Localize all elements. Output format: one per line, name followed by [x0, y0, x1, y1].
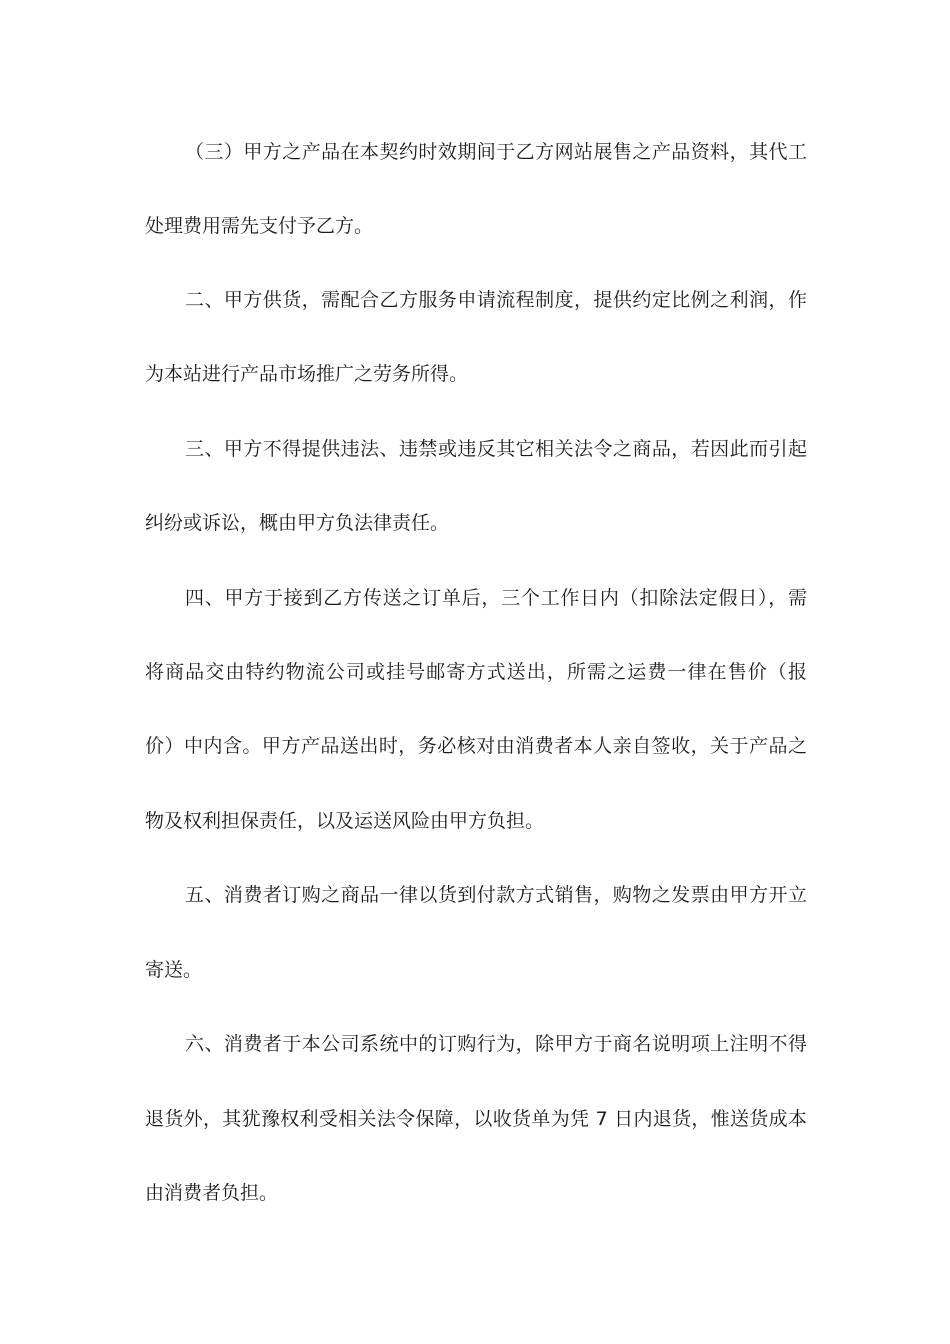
clause-6-line-1: 六、消费者于本公司系统中的订购行为，除甲方于商名说明项上注明不得 — [185, 1033, 807, 1055]
paragraph-3-line-2: 处理费用需先支付予乙方。 — [145, 215, 374, 237]
clause-4-line-4: 物及权利担保责任，以及运送风险由甲方负担。 — [145, 810, 545, 832]
clause-6-line-2: 退货外，其犹豫权利受相关法令保障，以收货单为凭 7 日内退货，惟送货成本 — [145, 1108, 807, 1130]
clause-3-line-1: 三、甲方不得提供违法、违禁或违反其它相关法令之商品，若因此而引起 — [185, 438, 807, 460]
clause-3-line-2: 纠纷或诉讼，概由甲方负法律责任。 — [145, 512, 450, 534]
clause-6-line-3: 由消费者负担。 — [145, 1182, 279, 1204]
clause-2-line-1: 二、甲方供货，需配合乙方服务申请流程制度，提供约定比例之利润，作 — [185, 289, 807, 311]
clause-5-line-1: 五、消费者订购之商品一律以货到付款方式销售，购物之发票由甲方开立 — [185, 884, 807, 906]
clause-4-line-3: 价）中内含。甲方产品送出时，务必核对由消费者本人亲自签收，关于产品之 — [145, 735, 807, 757]
clause-4-line-2: 将商品交由特约物流公司或挂号邮寄方式送出，所需之运费一律在售价（报 — [145, 661, 807, 683]
clause-5-line-2: 寄送。 — [145, 959, 203, 981]
clause-2-line-2: 为本站进行产品市场推广之劳务所得。 — [145, 363, 469, 385]
paragraph-3-line-1: （三）甲方之产品在本契约时效期间于乙方网站展售之产品资料，其代工 — [185, 141, 807, 163]
clause-4-line-1: 四、甲方于接到乙方传送之订单后，三个工作日内（扣除法定假日），需 — [185, 587, 807, 609]
